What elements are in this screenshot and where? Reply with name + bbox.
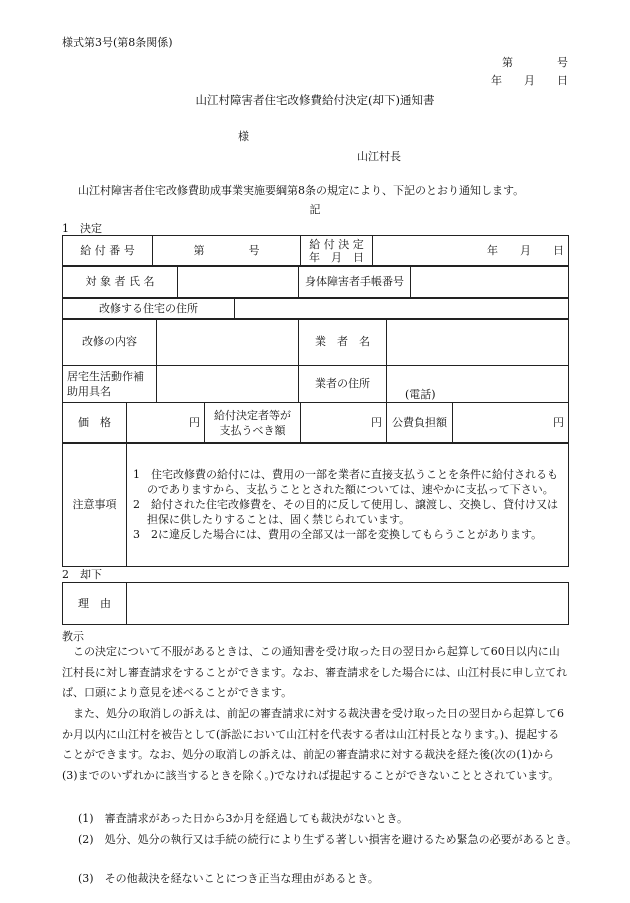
addressee-suffix: 様 [238, 130, 249, 143]
decision-date-label: 給 付 決 定 年 月 日 [301, 236, 373, 267]
decision-section-label: 1 決定 [62, 222, 102, 235]
note-item: 1 住宅改修費の給付には、費用の一部を業者に直接支払うことを条件に給付されるものでありますから、支払うこととされた額については、速やかに支払って下さい。 [133, 468, 558, 496]
note-item: 3 2に違反した場合には、費用の全部又は一部を変換してもらうことがあります。 [133, 528, 543, 541]
address-value [235, 298, 569, 320]
rejection-table [62, 582, 569, 625]
form-number: 様式第3号(第8条関係) [62, 36, 173, 49]
payable-amount-value: 円 [301, 403, 387, 444]
decision-date-value: 年 月 日 [373, 236, 569, 267]
contractor-name-label: 業 者 名 [299, 319, 387, 366]
issuer: 山江村長 [357, 150, 401, 163]
instruction-list-item: (3) その他裁決を経ないことにつき正当な理由があるとき。 [78, 872, 379, 885]
daily-living-aid-label: 居宅生活動作補 助用具名 [63, 366, 157, 403]
notes-content [127, 443, 569, 567]
contractor-address-value [387, 366, 569, 403]
note-item: 2 給付された住宅改修費を、その目的に反して使用し、譲渡し、交換し、貸付け又は担保に供したりすることは、固く禁じられています。 [133, 498, 558, 526]
handbook-number-value [411, 266, 569, 299]
reason-label: 理 由 [63, 583, 127, 625]
renovation-content-value [157, 319, 299, 366]
instruction-list-item: (2) 処分、処分の執行又は手続の続行により生ずる著しい損害を避けるため緊急の必要があるとき。 [78, 833, 578, 846]
reason-value [127, 583, 569, 625]
phone-label: (電話) [405, 388, 436, 401]
decision-row-4-5 [62, 318, 569, 403]
decision-row-1 [62, 235, 569, 267]
contractor-address-label: 業者の住所 [299, 366, 387, 403]
instruction-paragraph-2: また、処分の取消しの訴えは、前記の審査請求に対する裁決書を受け取った日の翌日から起算して6か月以内に山江村を被告として(訴訟において山江村を代表する者は山江村長となります。)、提起することができます。なお、処分の取消しの訴えは、前記の審査請求に対する裁決を経た後(次の(1)から(3)までのいずれかに該当するときを除く。)でなければ提起することができないこととされています。 [62, 707, 564, 782]
rejection-section-label: 2 却下 [62, 568, 102, 581]
notes-label: 注意事項 [63, 443, 127, 567]
public-share-value: 円 [453, 403, 569, 444]
recipient-name-label: 対 象 者 氏 名 [63, 266, 178, 299]
recipient-name-value [178, 266, 299, 299]
decision-row-2 [62, 265, 569, 299]
payable-amount-label: 給付決定者等が 支払うべき額 [205, 403, 301, 444]
daily-living-aid-value [157, 366, 299, 403]
instruction-paragraph-1: この決定について不服があるときは、この通知書を受け取った日の翌日から起算して60日以内に山江村長に対し審査請求をすることができます。なお、審査請求をした場合には、山江村長に申し立てれば、口頭により意見を述べることができます。 [62, 645, 568, 699]
decision-row-6 [62, 402, 569, 444]
handbook-number-label: 身体障害者手帳番号 [299, 266, 411, 299]
document-number: 第 号 [502, 56, 568, 69]
renovation-content-label: 改修の内容 [63, 319, 157, 366]
contractor-name-value [387, 319, 569, 366]
price-value: 円 [127, 403, 205, 444]
payment-number-label: 給 付 番 号 [63, 236, 153, 267]
address-label: 改修する住宅の住所 [63, 298, 235, 320]
price-label: 価 格 [63, 403, 127, 444]
decision-row-3 [62, 297, 569, 320]
page-title: 山江村障害者住宅改修費給付決定(却下)通知書 [195, 93, 435, 107]
issue-date: 年 月 日 [491, 74, 568, 87]
instruction-list-item: (1) 審査請求があった日から3か月を経過しても裁決がないとき。 [78, 812, 409, 825]
decision-row-notes [62, 442, 569, 567]
public-share-label: 公費負担額 [387, 403, 453, 444]
intro-text: 山江村障害者住宅改修費助成事業実施要綱第8条の規定により、下記のとおり通知します。 [78, 184, 525, 197]
instruction-heading: 教示 [62, 630, 84, 643]
ki-label: 記 [309, 203, 321, 216]
payment-number-value: 第 号 [153, 236, 301, 267]
